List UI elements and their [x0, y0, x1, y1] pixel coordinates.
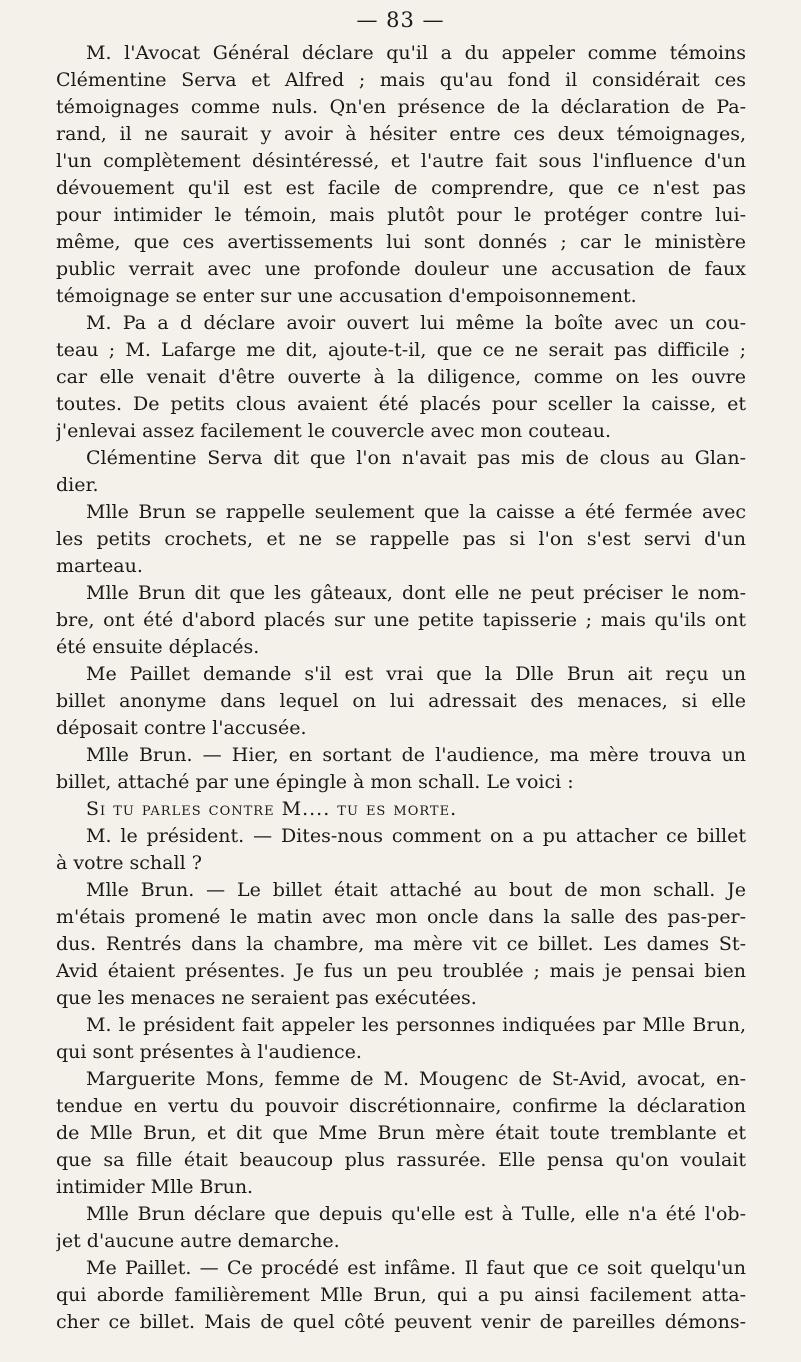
text-line: Mlle Brun déclare que depuis qu'elle est à Tulle, elle n'a été l'ob-: [86, 1203, 746, 1225]
text-line: tendue en vertu du pouvoir discrétionnaire, confirme la déclaration: [56, 1095, 746, 1117]
text-line: qui aborde familièrement Mlle Brun, qui a pu ainsi facilement atta-: [56, 1284, 746, 1306]
page-number: — 83 —: [356, 8, 445, 32]
text-line: Mlle Brun dit que les gâteaux, dont elle ne peut préciser le nom-: [86, 582, 746, 604]
text-line: Mlle Brun. — Le billet était attaché au bout de mon schall. Je: [86, 879, 746, 901]
text-line: toutes. De petits clous avaient été placés pour sceller la caisse, et: [56, 393, 746, 415]
text-line: témoignages comme nuls. Qn'en présence de la déclaration de Pa-: [56, 96, 746, 118]
text-line: Mlle Brun. — Hier, en sortant de l'audience, ma mère trouva un: [86, 744, 746, 766]
text-line: Clémentine Serva dit que l'on n'avait pas mis de clous au Glan-: [86, 447, 746, 469]
text-line: public verrait avec une profonde douleur une accusation de faux: [56, 258, 746, 280]
text-line: même, que ces avertissements lui sont donnés ; car le ministère: [56, 231, 746, 253]
text-line: rand, il ne saurait y avoir à hésiter entre ces deux témoignages,: [56, 123, 746, 145]
text-line: billet, attaché par une épingle à mon schall. Le voici :: [56, 771, 574, 793]
text-line: les petits crochets, et ne se rappelle pas si l'on s'est servi d'un: [56, 528, 746, 550]
text-line: déposait contre l'accusée.: [56, 717, 307, 739]
text-line: M. Pa a d déclare avoir ouvert lui même la boîte avec un cou-: [86, 312, 746, 334]
text-line: teau ; M. Lafarge me dit, ajoute-t-il, que ce ne serait pas difficile ;: [56, 339, 746, 361]
text-line: Me Paillet. — Ce procédé est infâme. Il faut que ce soit quelqu'un: [86, 1257, 746, 1279]
text-line: dier.: [56, 474, 99, 496]
text-line: billet anonyme dans lequel on lui adressait des menaces, si elle: [56, 690, 746, 712]
threat-note: Si tu parles contre M.... tu es morte.: [86, 798, 458, 820]
text-line: Marguerite Mons, femme de M. Mougenc de St-Avid, avocat, en-: [86, 1068, 746, 1090]
text-line: M. l'Avocat Général déclare qu'il a du appeler comme témoins: [86, 42, 746, 64]
text-line: car elle venait d'être ouverte à la diligence, comme on les ouvre: [56, 366, 746, 388]
text-line: été ensuite déplacés.: [56, 636, 260, 658]
text-line: Mlle Brun se rappelle seulement que la caisse a été fermée avec: [86, 501, 746, 523]
text-line: jet d'aucune autre demarche.: [56, 1230, 340, 1252]
text-line: cher ce billet. Mais de quel côté peuvent venir de pareilles démons-: [56, 1311, 746, 1333]
text-line: que sa fille était beaucoup plus rassurée. Elle pensa qu'on voulait: [56, 1149, 746, 1171]
text-line: Avid étaient présentes. Je fus un peu troublée ; mais je pensai bien: [56, 960, 746, 982]
text-line: l'un complètement désintéressé, et l'autre fait sous l'influence d'un: [56, 150, 746, 172]
text-line: témoignage se enter sur une accusation d'empoisonnement.: [56, 285, 637, 307]
text-line: pour intimider le témoin, mais plutôt pour le protéger contre lui-: [56, 204, 746, 226]
text-line: j'enlevai assez facilement le couvercle avec mon couteau.: [56, 420, 612, 442]
text-line: de Mlle Brun, et dit que Mme Brun mère était toute tremblante et: [56, 1122, 746, 1144]
text-line: que les menaces ne seraient pas exécutées.: [56, 987, 477, 1009]
text-line: M. le président. — Dites-nous comment on a pu attacher ce billet: [86, 825, 746, 847]
text-line: intimider Mlle Brun.: [56, 1176, 254, 1198]
text-line: qui sont présentes à l'audience.: [56, 1041, 362, 1063]
text-line: dus. Rentrés dans la chambre, ma mère vit ce billet. Les dames St-: [56, 933, 746, 955]
text-line: m'étais promené le matin avec mon oncle dans la salle des pas-per-: [56, 906, 746, 928]
text-line: bre, ont été d'abord placés sur une petite tapisserie ; mais qu'ils ont: [56, 609, 746, 631]
text-line: M. le président fait appeler les personnes indiquées par Mlle Brun,: [86, 1014, 746, 1036]
text-line: à votre schall ?: [56, 852, 202, 874]
text-line: marteau.: [56, 555, 143, 577]
text-line: dévouement qu'il est est facile de comprendre, que ce n'est pas: [56, 177, 746, 199]
text-line: Me Paillet demande s'il est vrai que la Dlle Brun ait reçu un: [86, 663, 746, 685]
text-line: Clémentine Serva et Alfred ; mais qu'au fond il considérait ces: [56, 69, 746, 91]
